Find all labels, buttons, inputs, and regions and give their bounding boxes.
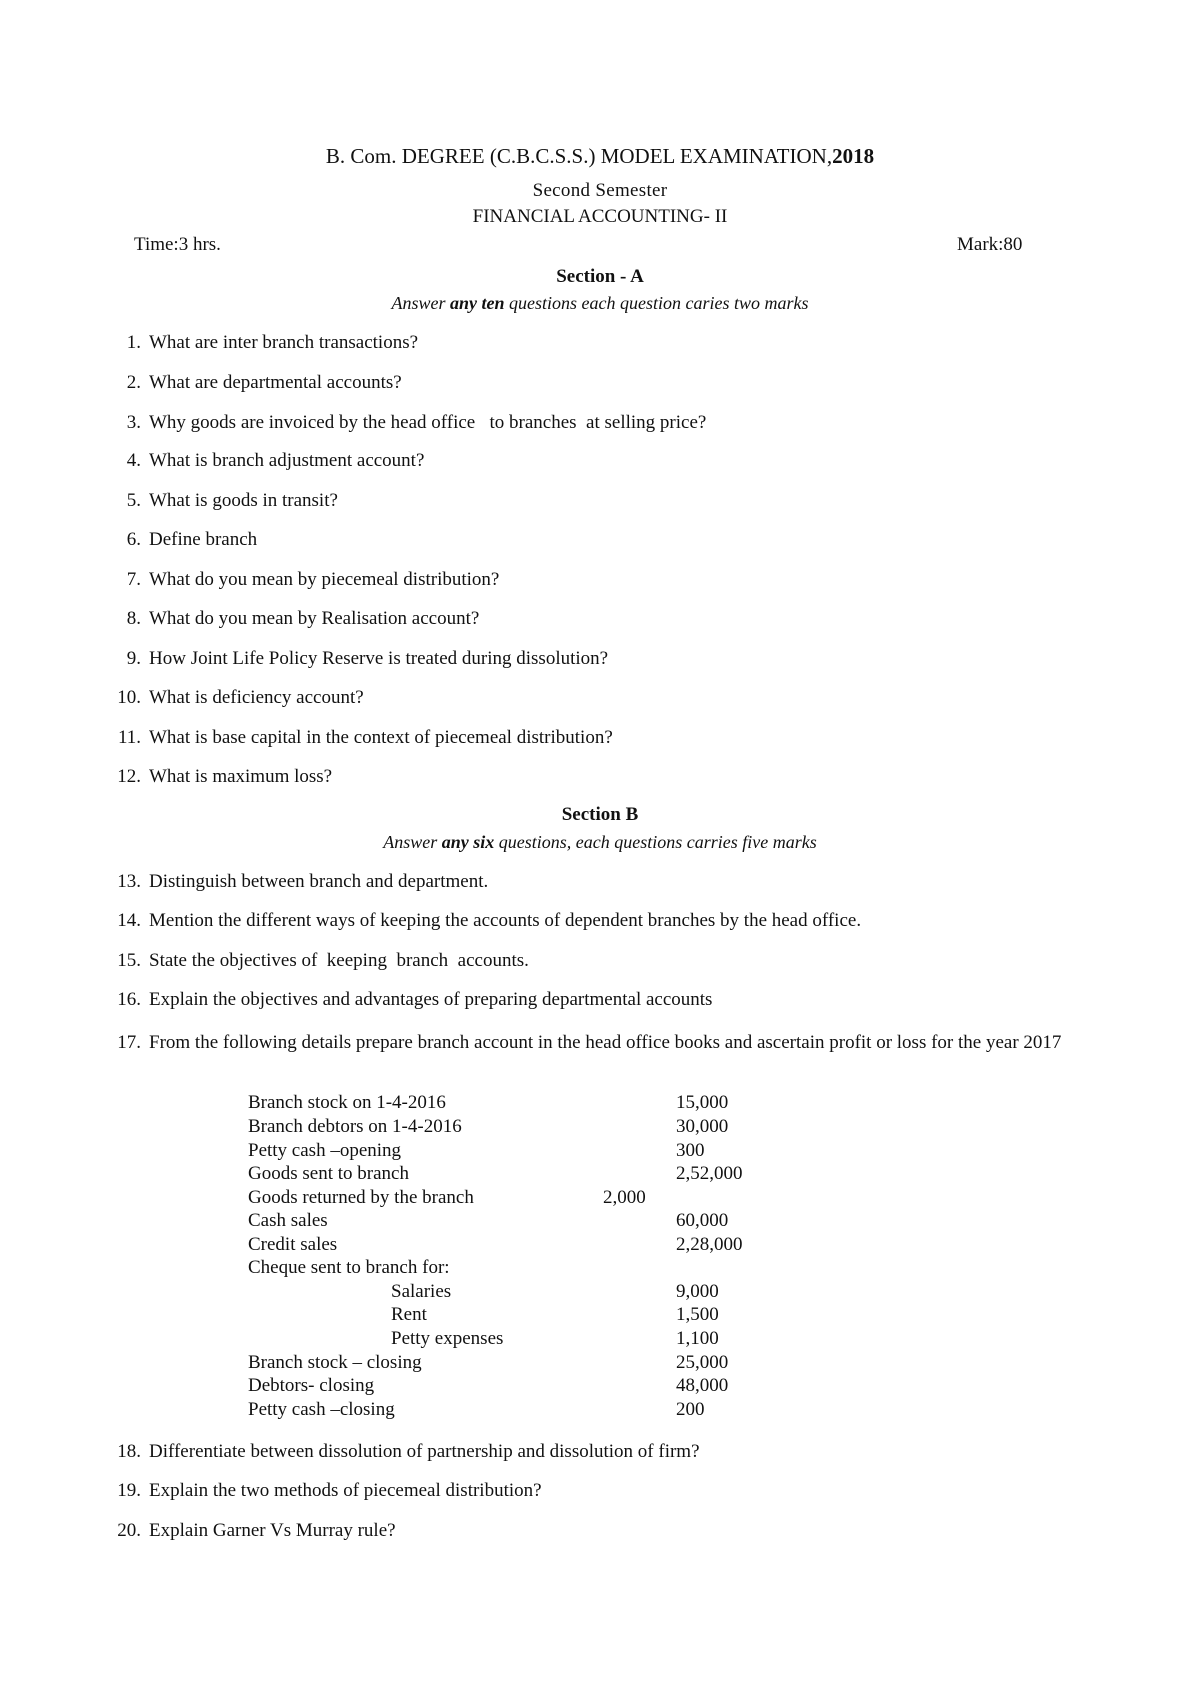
detail-label: Petty cash –opening xyxy=(248,1140,402,1161)
detail-label: Goods returned by the branch xyxy=(248,1187,474,1208)
question: 8. What do you mean by Realisation account? xyxy=(126,608,480,629)
question: 13. Distinguish between branch and department. xyxy=(117,871,489,892)
question: 16. Explain the objectives and advantages of preparing departmental accounts xyxy=(117,989,713,1010)
section-b-heading: Section B xyxy=(561,804,639,825)
question: 10. What is deficiency account? xyxy=(117,687,364,708)
detail-amount: 1,500 xyxy=(676,1304,719,1325)
question: 9. How Joint Life Policy Reserve is treated during dissolution? xyxy=(126,648,609,669)
exam-title: B. Com. DEGREE (C.B.C.S.S.) MODEL EXAMINATION,2018 xyxy=(325,144,875,168)
question: 12. What is maximum loss? xyxy=(117,766,333,787)
detail-amount: 25,000 xyxy=(676,1352,729,1373)
detail-label: Rent xyxy=(391,1304,427,1325)
question: 5. What is goods in transit? xyxy=(126,490,338,511)
detail-amount: 9,000 xyxy=(676,1281,719,1302)
detail-amount: 60,000 xyxy=(676,1210,729,1231)
subject-title: FINANCIAL ACCOUNTING- II xyxy=(472,206,728,227)
detail-label: Cheque sent to branch for: xyxy=(248,1257,450,1278)
question: 14. Mention the different ways of keeping the accounts of dependent branches by the head office. xyxy=(117,910,862,931)
question: 1. What are inter branch transactions? xyxy=(126,332,419,353)
question: 7. What do you mean by piecemeal distribution? xyxy=(126,569,500,590)
detail-amount: 48,000 xyxy=(676,1375,729,1396)
mark-label: Mark:80 xyxy=(957,234,1023,255)
detail-amount: 30,000 xyxy=(676,1116,729,1137)
detail-amount: 300 xyxy=(676,1140,705,1161)
detail-label: Salaries xyxy=(391,1281,452,1302)
detail-label: Branch debtors on 1-4-2016 xyxy=(248,1116,462,1137)
detail-label: Petty cash –closing xyxy=(248,1399,395,1420)
detail-amount: 2,000 xyxy=(603,1187,646,1208)
detail-label: Cash sales xyxy=(248,1210,328,1231)
detail-amount: 2,52,000 xyxy=(676,1163,743,1184)
detail-label: Branch stock on 1-4-2016 xyxy=(248,1092,446,1113)
section-a-instruction: Answer any ten questions each question caries two marks xyxy=(391,293,809,313)
time-label: Time:3 hrs. xyxy=(134,234,221,255)
question: 11. What is base capital in the context of piecemeal distribution? xyxy=(117,727,613,748)
question: 15. State the objectives of keeping branch accounts. xyxy=(117,950,529,971)
question: 20. Explain Garner Vs Murray rule? xyxy=(117,1520,396,1541)
question: 4. What is branch adjustment account? xyxy=(126,450,425,471)
section-b-instruction: Answer any six questions, each questions carries five marks xyxy=(383,832,817,852)
detail-amount: 15,000 xyxy=(676,1092,729,1113)
question: 3. Why goods are invoiced by the head office to branches at selling price? xyxy=(126,412,707,433)
detail-label: Debtors- closing xyxy=(248,1375,375,1396)
question: 2. What are departmental accounts? xyxy=(126,372,402,393)
question: 17. From the following details prepare branch account in the head office books and ascertain profit or loss for the year 2017 xyxy=(117,1032,1062,1053)
detail-label: Petty expenses xyxy=(391,1328,504,1349)
section-a-heading: Section - A xyxy=(556,266,644,287)
question: 19. Explain the two methods of piecemeal distribution? xyxy=(117,1480,542,1501)
detail-amount: 2,28,000 xyxy=(676,1234,743,1255)
question: 6. Define branch xyxy=(126,529,258,550)
detail-amount: 1,100 xyxy=(676,1328,719,1349)
detail-label: Credit sales xyxy=(248,1234,338,1255)
detail-label: Goods sent to branch xyxy=(248,1163,409,1184)
question: 18. Differentiate between dissolution of partnership and dissolution of firm? xyxy=(117,1441,700,1462)
semester: Second Semester xyxy=(532,180,668,201)
detail-amount: 200 xyxy=(676,1399,705,1420)
detail-label: Branch stock – closing xyxy=(248,1352,422,1373)
